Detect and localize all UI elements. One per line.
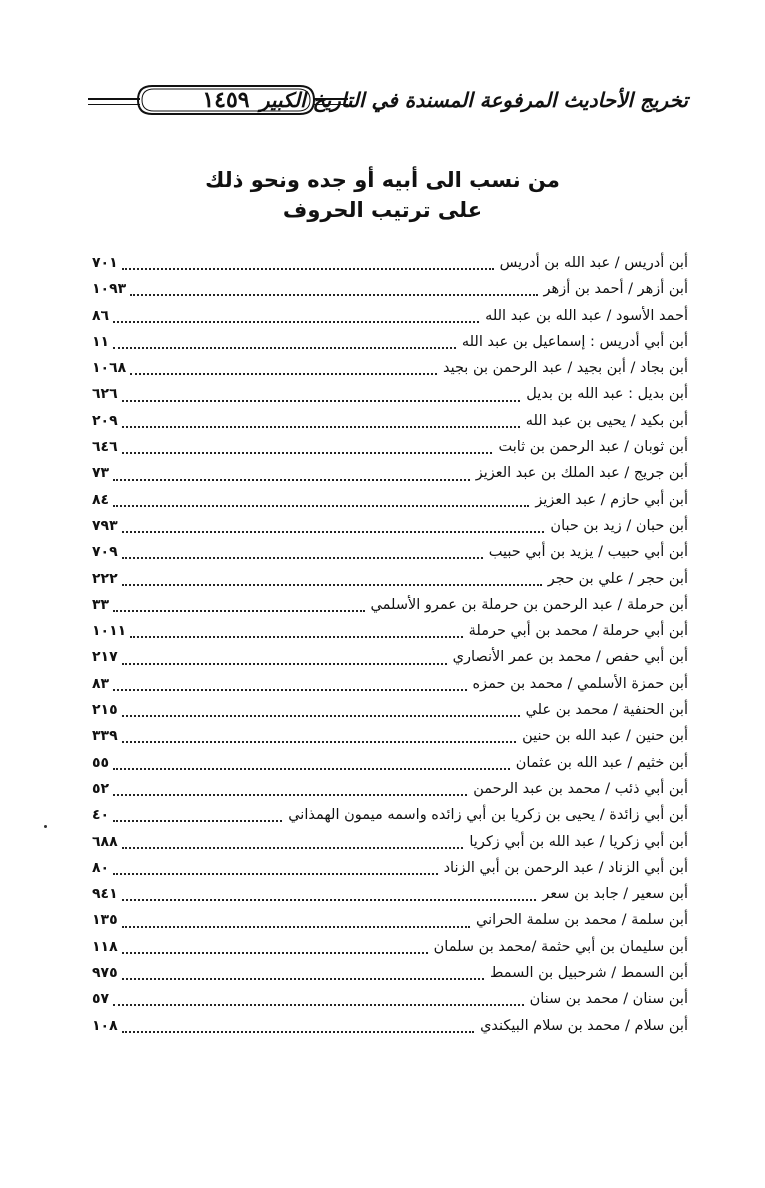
dot-leader <box>130 628 462 638</box>
index-entry <box>92 934 688 960</box>
dot-leader <box>122 970 484 980</box>
entry-name: أبن حنين / عبد الله بن حنين <box>522 728 688 745</box>
index-entry <box>92 776 688 802</box>
dot-leader <box>122 418 520 428</box>
page-number: ١٤٥٩ <box>202 87 250 113</box>
entry-name: أبن بكيد / يحيى بن عبد الله <box>525 412 688 429</box>
dot-leader <box>113 471 470 481</box>
index-entry <box>92 960 688 986</box>
dot-leader <box>122 260 494 270</box>
index-entry <box>92 355 688 381</box>
dot-leader <box>113 996 523 1006</box>
entry-page-number: ٥٧ <box>92 991 110 1008</box>
index-entry <box>92 408 688 434</box>
dot-leader <box>122 733 516 743</box>
entry-page-number: ٥٥ <box>92 754 110 771</box>
index-entry <box>92 1013 688 1039</box>
index-entry <box>92 881 688 907</box>
entry-page-number: ١١ <box>92 333 110 350</box>
entry-name: أبن حبان / زيد بن حبان <box>550 517 688 534</box>
index-entry <box>92 697 688 723</box>
entry-name: أبن أبي أدريس : إسماعيل بن عبد الله <box>461 333 688 350</box>
dot-leader <box>122 891 537 901</box>
index-entry <box>92 802 688 828</box>
entry-page-number: ٨٠ <box>92 859 110 876</box>
running-title: تخريج الأحاديث المرفوعة المسندة في التاريخ الكبير <box>259 88 688 112</box>
entry-name: أحمد الأسود / عبد الله بن عبد الله <box>485 307 688 324</box>
dot-leader <box>122 918 470 928</box>
dot-leader <box>122 1023 474 1033</box>
entry-page-number: ٤٠ <box>92 807 110 824</box>
dot-leader <box>122 655 447 665</box>
dot-leader <box>122 549 483 559</box>
index-entry <box>92 671 688 697</box>
dot-leader <box>122 576 542 586</box>
entry-name: أبن أبي زكريا / عبد الله بن أبي زكريا <box>469 833 688 850</box>
entry-name: أبن أبي زائدة / يحيى بن زكريا بن أبي زائده واسمه ميمون الهمذاني <box>288 807 688 824</box>
entry-name: أبن السمط / شرحبيل بن السمط <box>489 965 688 982</box>
entry-page-number: ٢٠٩ <box>92 412 118 429</box>
dot-leader <box>113 497 529 507</box>
header-rule <box>88 104 140 105</box>
index-entry <box>92 592 688 618</box>
section-subtitle: على ترتيب الحروف <box>282 198 483 222</box>
index-entry <box>92 618 688 644</box>
index-entry <box>92 539 688 565</box>
index-entry <box>92 855 688 881</box>
dot-leader <box>113 760 510 770</box>
dot-leader <box>113 339 456 349</box>
entry-name: أبن جريج / عبد الملك بن عبد العزيز <box>475 465 688 482</box>
entry-name: أبن ثوبان / عبد الرحمن بن ثابت <box>498 439 688 456</box>
entry-page-number: ٧٩٣ <box>92 517 118 534</box>
entry-page-number: ٨٤ <box>92 491 110 508</box>
dot-leader <box>113 681 466 691</box>
entry-name: أبن أبي ذئب / محمد بن عبد الرحمن <box>473 780 688 797</box>
entry-name: أبن سعير / جابد بن سعر <box>542 886 688 903</box>
entry-page-number: ٧٠٩ <box>92 544 118 561</box>
dot-leader <box>130 365 437 375</box>
entry-name: أبن أبي الزناد / عبد الرحمن بن أبي الزناد <box>443 859 688 876</box>
index-entry <box>92 513 688 539</box>
entry-page-number: ٧٣ <box>92 465 110 482</box>
entry-name: أبن سنان / محمد بن سنان <box>529 991 688 1008</box>
page-header <box>88 82 688 126</box>
entry-name: أبن أبي حرملة / محمد بن أبي حرملة <box>468 623 688 640</box>
entry-name: أبن حمزة الأسلمي / محمد بن حمزه <box>472 675 688 692</box>
entry-page-number: ٦٨٨ <box>92 833 118 850</box>
entry-page-number: ١٠٩٣ <box>92 281 127 298</box>
entry-name: أبن سلام / محمد بن سلام البيكندي <box>480 1017 688 1034</box>
entry-page-number: ٦٤٦ <box>92 439 118 456</box>
index-entry <box>92 381 688 407</box>
entry-page-number: ١٠٦٨ <box>92 360 127 377</box>
index-entry <box>92 250 688 276</box>
entry-page-number: ٧٠١ <box>92 255 118 271</box>
index-entry <box>92 723 688 749</box>
entry-name: أبن أبي حازم / عبد العزيز <box>535 491 688 508</box>
dot-leader <box>113 812 282 822</box>
dot-leader <box>130 286 537 296</box>
index-entry <box>92 644 688 670</box>
entry-name: أبن أبي حفص / محمد بن عمر الأنصاري <box>452 649 688 666</box>
entry-name: أبن بديل : عبد الله بن بديل <box>526 386 688 403</box>
dot-leader <box>122 392 521 402</box>
index-entry <box>92 829 688 855</box>
index-entry <box>92 329 688 355</box>
entry-page-number: ١٠٨ <box>92 1017 118 1034</box>
entry-name: أبن الحنفية / محمد بن علي <box>525 702 688 719</box>
dot-leader <box>122 839 464 849</box>
dot-leader <box>113 602 364 612</box>
entry-page-number: ٣٣٩ <box>92 728 118 745</box>
index-entry <box>92 276 688 302</box>
header-rule <box>88 98 140 100</box>
index-entry <box>92 303 688 329</box>
entry-name: أبن حرملة / عبد الرحمن بن حرملة بن عمرو الأسلمي <box>370 596 688 613</box>
entry-page-number: ٢١٥ <box>92 702 118 719</box>
entry-name: أبن سليمان بن أبي حثمة /محمد بن سلمان <box>433 938 688 955</box>
entry-name: أبن أزهر / أحمد بن أزهر <box>543 281 688 298</box>
entry-name: أبن بجاد / أبن بجيد / عبد الرحمن بن بجيد <box>442 360 688 377</box>
index-entry <box>92 460 688 486</box>
dot-leader <box>113 865 437 875</box>
entry-page-number: ٩٧٥ <box>92 965 118 982</box>
dot-leader <box>113 786 467 796</box>
entry-name: أبن أبي حبيب / يزيد بن أبي حبيب <box>488 544 688 561</box>
entry-page-number: ٩٤١ <box>92 886 118 903</box>
entry-page-number: ٥٢ <box>92 780 110 797</box>
index-entry <box>92 750 688 776</box>
entry-page-number: ١٠١١ <box>92 623 127 640</box>
entry-name: أبن سلمة / محمد بن سلمة الحراني <box>475 912 688 929</box>
dot-leader <box>113 313 479 323</box>
entry-page-number: ٦٢٦ <box>92 386 118 403</box>
entry-page-number: ٢١٧ <box>92 649 118 666</box>
index-entry <box>92 434 688 460</box>
index-entry <box>92 986 688 1012</box>
scan-mark <box>44 825 47 828</box>
index-list <box>92 250 688 1039</box>
section-title: من نسب الى أبيه أو جده ونحو ذلك <box>205 168 560 192</box>
dot-leader <box>122 523 545 533</box>
entry-page-number: ١١٨ <box>92 938 118 955</box>
index-entry <box>92 907 688 933</box>
entry-page-number: ٣٣ <box>92 596 110 613</box>
entry-name: أبن حجر / علي بن حجر <box>547 570 688 587</box>
entry-page-number: ٨٣ <box>92 675 110 692</box>
entry-page-number: ١٣٥ <box>92 912 118 929</box>
entry-page-number: ٨٦ <box>92 307 110 324</box>
entry-name: أبن خثيم / عبد الله بن عثمان <box>515 754 688 771</box>
dot-leader <box>122 707 520 717</box>
entry-name: أبن أدريس / عبد الله بن أدريس <box>499 255 688 271</box>
entry-page-number: ٢٢٢ <box>92 570 118 587</box>
dot-leader <box>122 944 428 954</box>
index-entry <box>92 487 688 513</box>
index-entry <box>92 566 688 592</box>
dot-leader <box>122 444 493 454</box>
